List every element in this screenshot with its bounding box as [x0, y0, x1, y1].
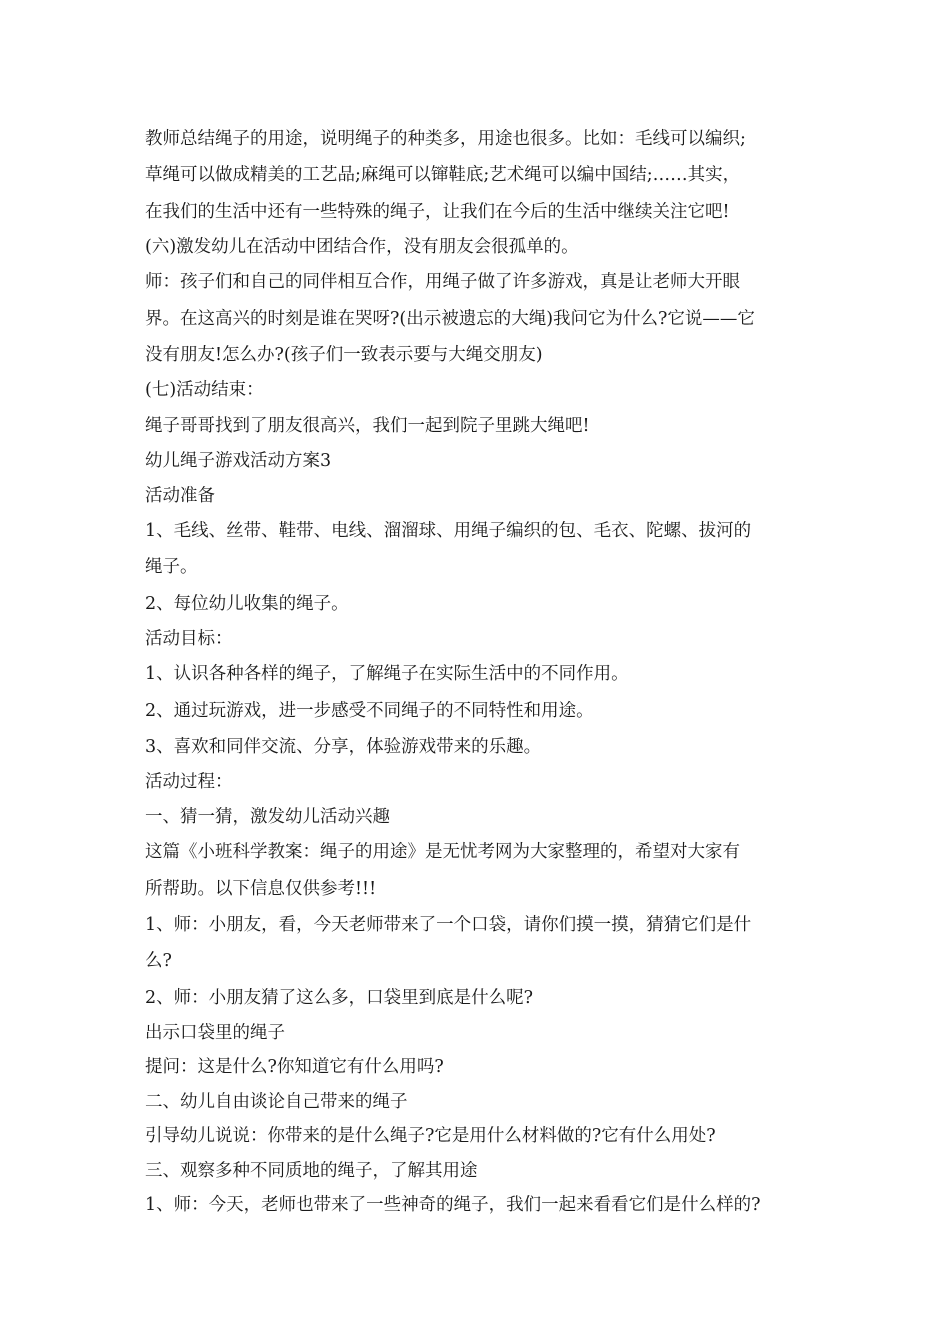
section-heading: 二、幼儿自由谈论自己带来的绳子 — [145, 1091, 408, 1112]
section-heading: 一、猜一猜，激发幼儿活动兴趣 — [145, 806, 390, 827]
text-line: 绳子哥哥找到了朋友很高兴，我们一起到院子里跳大绳吧! — [145, 415, 590, 436]
text-line: 2、通过玩游戏，进一步感受不同绳子的不同特性和用途。 — [145, 700, 594, 721]
text-line: 提问：这是什么?你知道它有什么用吗? — [145, 1057, 444, 1078]
text-line: 么? — [145, 951, 172, 972]
text-line: 1、师：小朋友，看，今天老师带来了一个口袋，请你们摸一摸，猜猜它们是什 — [145, 914, 752, 935]
section-heading: (六)激发幼儿在活动中团结合作，没有朋友会很孤单的。 — [145, 236, 579, 257]
text-line: 1、认识各种各样的绳子，了解绳子在实际生活中的不同作用。 — [145, 664, 629, 685]
text-line: 1、师：今天，老师也带来了一些神奇的绳子，我们一起来看看它们是什么样的? — [145, 1195, 761, 1216]
text-line: 1、毛线、丝带、鞋带、电线、溜溜球、用绳子编织的包、毛衣、陀螺、拔河的 — [145, 521, 752, 542]
text-line: 界。在这高兴的时刻是谁在哭呀?(出示被遗忘的大绳)我问它为什么?它说——它 — [145, 308, 755, 329]
text-line: 教师总结绳子的用途，说明绳子的种类多，用途也很多。比如：毛线可以编织; — [145, 129, 746, 149]
text-line: 绳子。 — [145, 557, 198, 578]
text-line: 3、喜欢和同伴交流、分享，体验游戏带来的乐趣。 — [145, 737, 542, 758]
text-line: 师：孩子们和自己的同伴相互合作，用绳子做了许多游戏，真是让老师大开眼 — [145, 272, 740, 293]
text-line: 出示口袋里的绳子 — [145, 1022, 285, 1043]
section-heading: 活动准备 — [145, 485, 215, 506]
section-heading: 活动过程： — [145, 772, 233, 793]
text-line: 引导幼儿说说：你带来的是什么绳子?它是用什么材料做的?它有什么用处? — [145, 1126, 716, 1147]
document-body — [145, 121, 825, 1223]
section-heading: 三、观察多种不同质地的绳子，了解其用途 — [145, 1160, 478, 1181]
section-heading: (七)活动结束： — [145, 380, 264, 401]
text-line: 2、每位幼儿收集的绳子。 — [145, 593, 349, 614]
document-title: 幼儿绳子游戏活动方案3 — [145, 451, 332, 472]
text-line: 这篇《小班科学教案：绳子的用途》是无忧考网为大家整理的，希望对大家有 — [145, 842, 740, 863]
text-line: 没有朋友!怎么办?(孩子们一致表示要与大绳交朋友) — [145, 344, 543, 365]
text-line: 2、师：小朋友猜了这么多，口袋里到底是什么呢? — [145, 987, 534, 1008]
text-line: 所帮助。以下信息仅供参考!!! — [145, 878, 377, 899]
section-heading: 活动目标： — [145, 628, 233, 649]
text-line: 草绳可以做成精美的工艺品;麻绳可以镩鞋底;艺术绳可以编中国结;……其实， — [145, 165, 741, 186]
text-line: 在我们的生活中还有一些特殊的绳子，让我们在今后的生活中继续关注它吧! — [145, 201, 730, 222]
